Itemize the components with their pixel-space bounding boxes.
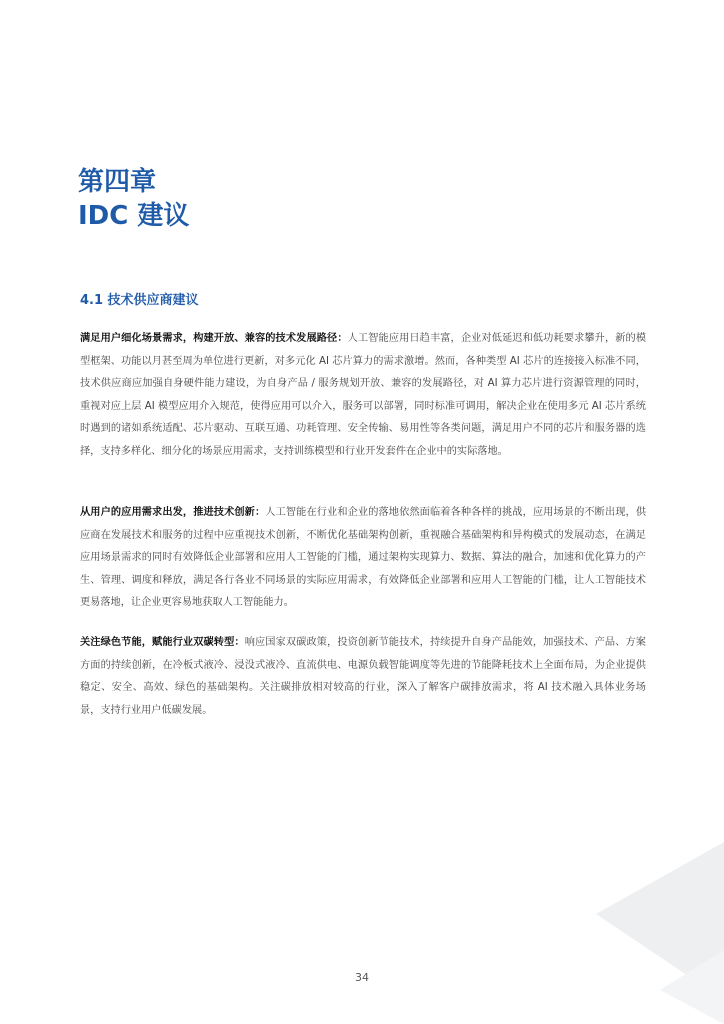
paragraph-lead: 关注绿色节能，赋能行业双碳转型： bbox=[80, 637, 245, 648]
paragraph-lead: 满足用户细化场景需求，构建开放、兼容的技术发展路径： bbox=[80, 333, 348, 344]
paragraph-body: 响应国家双碳政策，投资创新节能技术，持续提升自身产品能效，加强技术、产品、方案方面的持续创新，在冷板式液冷、浸没式液冷、直流供电、电源负载智能调度等先进的节能降耗技术上全面布局，为企业提供稳定、安全、高效、绿色的基础架构。关注碳排放相对较高的行业，深入了解客户碳排放需求，将 AI 技术融入具体业务场景，支持行业用户低碳发展。 bbox=[80, 637, 646, 716]
paragraph-body: 人工智能在行业和企业的落地依然面临着各种各样的挑战，应用场景的不断出现，供应商在发展技术和服务的过程中应重视技术创新，不断优化基础架构创新，重视融合基础架构和异构模式的发展动态，在满足应用场景需求的同时有效降低企业部署和应用人工智能的门槛，通过架构实现算力、数据、算法的融合，加速和优化算力的产生、管理、调度和释放，满足各行各业不同场景的实际应用需求，有效降低企业部署和应用人工智能的门槛，让人工智能技术更易落地，让企业更容易地获取人工智能能力。 bbox=[80, 507, 647, 609]
chapter-number: 第四章 bbox=[78, 167, 157, 197]
paragraph-green-energy bbox=[80, 632, 646, 722]
section-title: 4.1 技术供应商建议 bbox=[80, 293, 199, 308]
paragraph-tech-path bbox=[80, 328, 646, 464]
chapter-title: IDC 建议 bbox=[78, 201, 190, 231]
paragraph-lead: 从用户的应用需求出发，推进技术创新： bbox=[80, 507, 266, 518]
paragraph-body: 人工智能应用日趋丰富，企业对低延迟和低功耗要求攀升，新的模型框架、功能以月甚至周为单位进行更新，对多元化 AI 芯片算力的需求激增。然而，各种类型 AI 芯片的连接接入标准不同，技术供应商应加强自身硬件能力建设，为自身产品 / 服务规划开放、兼容的发展路径，对 AI 算力芯片进行资源管理的同时，重视对应上层 AI 模型应用介入规范，使得应用可以介入，服务可以部署，同时标准可调用，解决企业在使用多元 AI 芯片系统时遇到的诸如系统适配、芯片驱动、互联互通、功耗管理、安全传输、易用性等各类问题，满足用户不同的芯片和服务器的选择，支持多样化、细分化的场景应用需求，支持训练模型和行业开发套件在企业中的实际落地。 bbox=[80, 333, 647, 457]
chapter-heading bbox=[78, 165, 189, 233]
paragraph-innovation bbox=[80, 502, 646, 615]
page-number: 34 bbox=[355, 971, 369, 984]
